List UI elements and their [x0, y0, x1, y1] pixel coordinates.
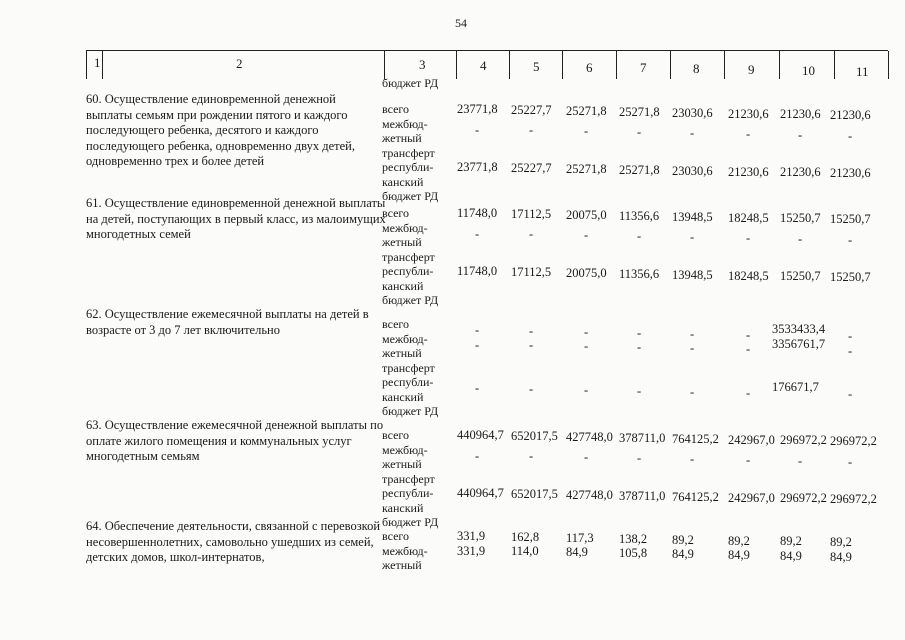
cell-value: 21230,6 [780, 107, 821, 122]
header-col-3: 3 [419, 56, 426, 72]
row-label: 62. Осуществление ежемесячной выплаты на детей в возрасте от 3 до 7 лет включительно [86, 307, 369, 337]
cell-value: 652017,5 [511, 428, 558, 443]
funding-type: межбюд- жетный трансферт [382, 442, 435, 486]
cell-value: 242967,0 [728, 490, 775, 505]
cell-value: 25227,7 [511, 160, 552, 175]
cell-value: 378711,0 [619, 488, 666, 503]
funding-type: межбюд- жетный трансферт [382, 220, 435, 264]
cell-value: - [690, 341, 695, 356]
cell-value: - [848, 387, 853, 402]
header-col-9: 9 [748, 62, 755, 78]
cell-value: 11356,6 [619, 266, 660, 281]
header-col-11: 11 [856, 64, 869, 79]
cell-value: 25271,8 [619, 162, 660, 177]
cell-value: - [690, 230, 695, 245]
cell-value: 25271,8 [566, 103, 607, 118]
cell-value: - [798, 231, 803, 246]
funding-type: республи- канский бюджет РД [382, 486, 439, 529]
header-col-5: 5 [533, 58, 540, 74]
header-col-1: 1 [94, 55, 101, 70]
cell-value: - [690, 452, 695, 467]
cell-value: 242967,0 [728, 432, 775, 447]
cell-value: 11356,6 [619, 208, 660, 223]
cell-value: - [637, 229, 642, 244]
cell-value: - [746, 385, 751, 400]
cell-value: 331,9 [457, 529, 486, 543]
cell-value: - [848, 329, 853, 344]
cell-value: - [475, 226, 480, 241]
header-col-10: 10 [802, 63, 815, 79]
cell-value: 764125,2 [672, 431, 719, 446]
cell-value: - [529, 227, 534, 242]
cell-value: 84,9 [566, 545, 588, 560]
funding-type: республи- канский бюджет РД [382, 375, 439, 418]
cell-value: 89,2 [672, 532, 694, 547]
cell-value: 84,9 [728, 548, 750, 562]
cell-value: - [584, 324, 589, 339]
funding-type: межбюд- жетный [382, 543, 428, 572]
cell-value: - [848, 128, 853, 143]
cell-value: - [584, 382, 589, 397]
cell-value: 20075,0 [566, 265, 607, 280]
cell-value: - [637, 383, 642, 398]
funding-type: республи- канский бюджет РД [382, 264, 439, 307]
cell-value: - [746, 453, 751, 467]
cell-value: 23030,6 [672, 105, 713, 120]
header-col-2: 2 [236, 55, 243, 71]
cell-value: - [475, 122, 480, 137]
cell-value: 176671,7 [772, 380, 819, 395]
cell-value: - [690, 326, 695, 341]
cell-value: 440964,7 [457, 486, 504, 500]
header-col-7: 7 [640, 60, 647, 76]
cell-value: - [746, 342, 751, 356]
budget-label: бюджет РД [382, 76, 439, 90]
cell-value: 427748,0 [566, 487, 613, 502]
funding-type: всего [382, 317, 410, 331]
cell-value: 114,0 [511, 544, 539, 559]
cell-value: 652017,5 [511, 486, 558, 501]
cell-value: 296972,2 [780, 433, 827, 448]
cell-value: 3356761,7 [772, 336, 826, 351]
cell-value: - [690, 384, 695, 399]
cell-value: 89,2 [728, 533, 750, 548]
funding-type: всего [382, 428, 410, 442]
funding-type: всего [382, 206, 410, 220]
cell-value: 15250,7 [780, 269, 821, 284]
row-label: 60. Осуществление единовременной денежной выплаты семьям при рождении пятого и каждого последующего ребенка, десятого и каждого последующего ребенка, одновременно двух детей, одновременно трех и более детей [86, 92, 355, 168]
funding-type: всего [382, 102, 410, 116]
cell-value: - [529, 338, 534, 353]
cell-value: - [584, 450, 589, 465]
cell-value: 764125,2 [672, 489, 719, 504]
cell-value: - [475, 448, 480, 463]
cell-value: 105,8 [619, 546, 648, 561]
cell-value: 162,8 [511, 529, 540, 544]
cell-value: - [637, 125, 642, 140]
cell-value: 84,9 [672, 547, 694, 562]
cell-value: - [848, 343, 853, 358]
cell-value: 11748,0 [457, 206, 498, 220]
funding-type: межбюд- жетный трансферт [382, 331, 435, 375]
cell-value: - [584, 124, 589, 139]
cell-value: - [584, 339, 589, 354]
cell-value: 21230,6 [780, 165, 821, 180]
cell-value: 25271,8 [619, 104, 660, 119]
cell-value: 296972,2 [830, 492, 877, 507]
cell-value: 84,9 [830, 549, 852, 564]
cell-value: 23030,6 [672, 163, 713, 178]
cell-value: 331,9 [457, 543, 486, 558]
cell-value: 296972,2 [780, 491, 827, 506]
funding-type: республи- канский бюджет РД [382, 160, 439, 203]
cell-value: - [529, 449, 534, 464]
row-label: 64. Обеспечение деятельности, связанной с перевозкой несовершеннолетних, самовольно ушедших из семей, детских домов, школ-интернатов, [86, 519, 381, 564]
cell-value: - [798, 453, 803, 468]
cell-value: 23771,8 [457, 160, 498, 174]
cell-value: - [584, 228, 589, 243]
cell-value: 21230,6 [830, 166, 871, 181]
cell-value: 15250,7 [830, 212, 871, 227]
cell-value: 23771,8 [457, 102, 498, 116]
cell-value: - [848, 454, 853, 469]
cell-value: 138,2 [619, 531, 648, 546]
cell-value: 21230,6 [728, 106, 769, 121]
header-col-8: 8 [693, 61, 700, 77]
cell-value: 18248,5 [728, 210, 769, 225]
row-label: 63. Осуществление ежемесячной денежной выплаты по оплате жилого помещения и коммунальных услуг многодетным семьям [86, 418, 384, 463]
cell-value: - [529, 123, 534, 138]
cell-value: 3533433,4 [772, 322, 826, 337]
cell-value: 296972,2 [830, 434, 877, 449]
cell-value: - [746, 127, 751, 141]
cell-value: - [637, 340, 642, 355]
funding-type: всего [382, 529, 410, 543]
cell-value: 15250,7 [780, 211, 821, 226]
cell-value: 15250,7 [830, 270, 871, 285]
cell-value: - [637, 325, 642, 340]
cell-value: 21230,6 [830, 108, 871, 123]
cell-value: 25271,8 [566, 161, 607, 176]
cell-value: - [475, 337, 480, 352]
cell-value: 25227,7 [511, 102, 552, 117]
cell-value: - [637, 451, 642, 466]
cell-value: - [690, 126, 695, 141]
cell-value: - [746, 231, 751, 245]
cell-value: - [848, 232, 853, 247]
cell-value: 440964,7 [457, 428, 504, 442]
cell-value: - [529, 323, 534, 338]
cell-value: - [529, 381, 534, 396]
cell-value: 89,2 [830, 535, 852, 550]
cell-value: 21230,6 [728, 164, 769, 179]
header-col-4: 4 [480, 57, 487, 73]
cell-value: 20075,0 [566, 207, 607, 222]
cell-value: 378711,0 [619, 430, 666, 445]
page-number: 54 [455, 16, 467, 30]
header-col-6: 6 [586, 59, 593, 75]
cell-value: 84,9 [780, 548, 802, 563]
cell-value: - [798, 127, 803, 142]
cell-value: 427748,0 [566, 429, 613, 444]
cell-value: 13948,5 [672, 267, 713, 282]
cell-value: 18248,5 [728, 268, 769, 283]
cell-value: 17112,5 [511, 206, 552, 221]
funding-type: межбюд- жетный трансферт [382, 116, 435, 160]
cell-value: 117,3 [566, 530, 594, 545]
cell-value: 17112,5 [511, 264, 552, 279]
cell-value: - [746, 327, 751, 342]
row-label: 61. Осуществление единовременной денежной выплаты на детей, поступающих в первый класс, из малоимущих многодетных семей [86, 196, 386, 241]
cell-value: 11748,0 [457, 264, 498, 278]
cell-value: - [475, 323, 480, 337]
cell-value: - [475, 381, 480, 395]
cell-value: 89,2 [780, 534, 802, 549]
cell-value: 13948,5 [672, 209, 713, 224]
